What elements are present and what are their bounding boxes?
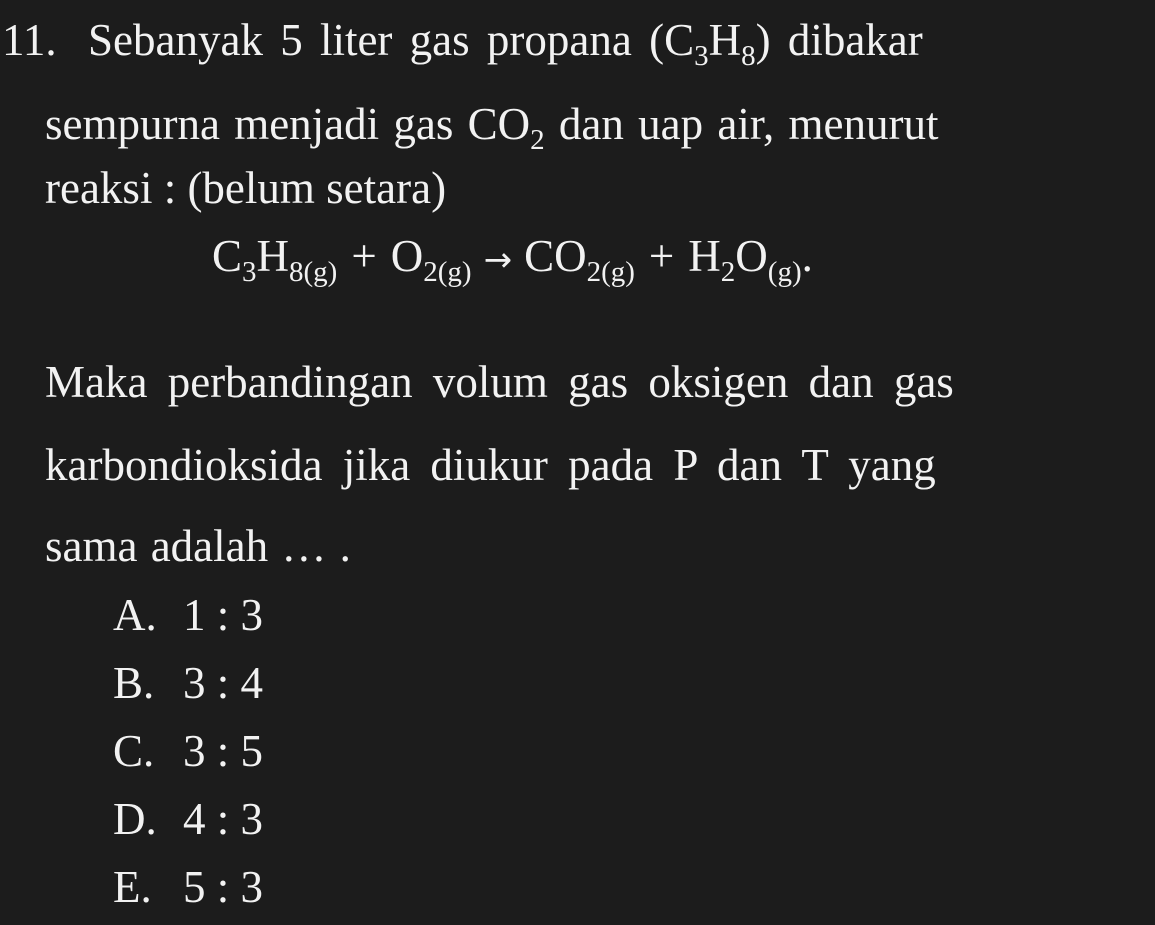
equation-term: C [212, 231, 243, 281]
plus-sign: + [648, 231, 675, 281]
option-value: 3 : 5 [183, 726, 264, 776]
question-line-5: karbondioksida jika diukur pada P dan T yang [45, 440, 936, 490]
question-line-1 [88, 10, 923, 70]
option-letter: E. [113, 862, 152, 912]
subscript: 2(g) [586, 256, 635, 288]
equation-term: H [256, 231, 290, 281]
subscript: 8(g) [289, 256, 338, 288]
option-value: 1 : 3 [183, 590, 264, 640]
reaction-arrow: → [483, 240, 513, 280]
option-value: 5 : 3 [183, 862, 264, 912]
subscript: 2(g) [423, 256, 472, 288]
option-c[interactable] [113, 721, 263, 789]
option-letter: A. [113, 590, 157, 640]
subscript: 8 [741, 40, 756, 72]
question-text: H [708, 15, 742, 65]
reaction-equation [212, 226, 813, 290]
equation-term: H [688, 231, 721, 281]
option-value: 4 : 3 [183, 794, 264, 844]
subscript: 3 [242, 256, 257, 288]
option-letter: C. [113, 726, 155, 776]
equation-period: . [801, 231, 813, 281]
subscript: (g) [767, 256, 802, 288]
option-d[interactable] [113, 789, 263, 857]
equation-term: O [735, 231, 768, 281]
option-letter: D. [113, 794, 157, 844]
question-line-6: sama adalah … . [45, 521, 351, 571]
option-e[interactable] [113, 857, 263, 925]
subscript: 2 [720, 256, 736, 288]
plus-sign: + [351, 231, 377, 281]
answer-options [113, 585, 263, 925]
question-text: sempurna menjadi gas CO [45, 99, 531, 149]
question-text: Sebanyak 5 liter gas propana (C [88, 15, 695, 65]
question-line-3: reaksi : (belum setara) [45, 163, 447, 213]
question-line-4: Maka perbandingan volum gas oksigen dan gas [45, 357, 954, 407]
question-text: ) dibakar [755, 15, 923, 65]
subscript: 2 [530, 124, 545, 156]
option-b[interactable] [113, 653, 263, 721]
question-number: 11. [2, 15, 57, 65]
option-value: 3 : 4 [183, 658, 264, 708]
option-letter: B. [113, 658, 155, 708]
subscript: 3 [694, 40, 709, 72]
option-a[interactable] [113, 585, 263, 653]
equation-term: O [390, 231, 424, 281]
question-line-2 [45, 94, 938, 154]
question-text: dan uap air, menurut [544, 99, 939, 149]
equation-term: CO [524, 231, 587, 281]
